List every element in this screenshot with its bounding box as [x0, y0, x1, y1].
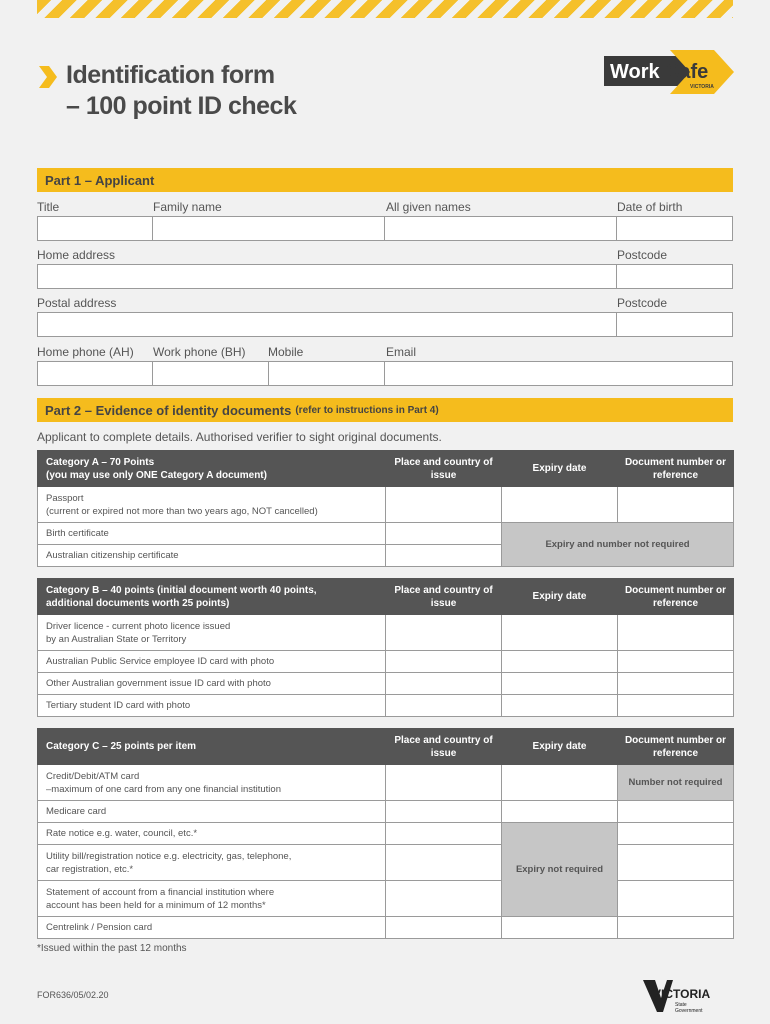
- col-expiry: Expiry date: [502, 579, 618, 615]
- expiry-number-not-required: Expiry and number not required: [502, 523, 734, 567]
- home-address-label: Home address: [37, 248, 116, 262]
- table-row: [38, 487, 734, 523]
- title-label: Title: [37, 200, 60, 214]
- email-field[interactable]: [384, 361, 733, 386]
- col-docnum: Document number or reference: [618, 579, 734, 615]
- place-cell[interactable]: [386, 765, 502, 801]
- expiry-cell[interactable]: [502, 801, 618, 823]
- doc-label: Utility bill/registration notice e.g. electricity, gas, telephone, car registration, etc.*: [38, 845, 386, 881]
- family-name-label: Family name: [153, 200, 222, 214]
- form-code: FOR636/05/02.20: [37, 990, 109, 1000]
- table-row: [38, 615, 734, 651]
- place-cell[interactable]: [386, 523, 502, 545]
- given-names-field[interactable]: [384, 216, 617, 241]
- table-row: [38, 765, 734, 801]
- home-postcode-field[interactable]: [616, 264, 733, 289]
- svg-text:Safe: Safe: [666, 61, 709, 83]
- postal-address-field[interactable]: [37, 312, 617, 337]
- postal-postcode-field[interactable]: [616, 312, 733, 337]
- postcode-label-1: Postcode: [617, 248, 668, 262]
- expiry-cell[interactable]: [502, 917, 618, 939]
- category-b-table: [37, 578, 734, 717]
- expiry-cell[interactable]: [502, 615, 618, 651]
- page-title: [66, 60, 296, 122]
- docnum-cell[interactable]: [618, 695, 734, 717]
- table-row: [38, 801, 734, 823]
- col-place: Place and country of issue: [386, 729, 502, 765]
- work-phone-label: Work phone (BH): [153, 345, 246, 359]
- col-expiry: Expiry date: [502, 451, 618, 487]
- title-line-1: Identification form: [66, 61, 275, 89]
- place-cell[interactable]: [386, 917, 502, 939]
- docnum-cell[interactable]: [618, 801, 734, 823]
- expiry-cell[interactable]: [502, 695, 618, 717]
- docnum-cell[interactable]: [618, 487, 734, 523]
- category-b-header: Category B – 40 points (initial document worth 40 points, additional documents worth 25 points): [38, 579, 386, 615]
- svg-text:Government: Government: [675, 1008, 703, 1014]
- doc-label: Passport (current or expired not more than two years ago, NOT cancelled): [38, 487, 386, 523]
- table-row: [38, 523, 734, 545]
- col-docnum: Document number or reference: [618, 451, 734, 487]
- place-cell[interactable]: [386, 545, 502, 567]
- place-cell[interactable]: [386, 615, 502, 651]
- doc-label: Centrelink / Pension card: [38, 917, 386, 939]
- doc-label: Tertiary student ID card with photo: [38, 695, 386, 717]
- docnum-cell[interactable]: [618, 651, 734, 673]
- place-cell[interactable]: [386, 845, 502, 881]
- postcode-label-2: Postcode: [617, 296, 668, 310]
- email-label: Email: [386, 345, 417, 359]
- doc-label: Other Australian government issue ID card with photo: [38, 673, 386, 695]
- family-name-field[interactable]: [152, 216, 385, 241]
- dob-label: Date of birth: [617, 200, 683, 214]
- category-c-table: [37, 728, 734, 939]
- place-cell[interactable]: [386, 881, 502, 917]
- place-cell[interactable]: [386, 801, 502, 823]
- victoria-government-logo: [643, 978, 723, 1014]
- part1-heading: Part 1 – Applicant: [37, 168, 733, 192]
- docnum-cell[interactable]: [618, 823, 734, 845]
- doc-label: Statement of account from a financial institution where account has been held for a minimum of 12 months*: [38, 881, 386, 917]
- part2-heading-note: (refer to instructions in Part 4): [295, 404, 439, 416]
- category-a-header: Category A – 70 Points (you may use only ONE Category A document): [38, 451, 386, 487]
- docnum-cell[interactable]: [618, 615, 734, 651]
- dob-field[interactable]: [616, 216, 733, 241]
- svg-text:VICTORIA: VICTORIA: [690, 84, 714, 90]
- col-expiry: Expiry date: [502, 729, 618, 765]
- doc-label: Australian citizenship certificate: [38, 545, 386, 567]
- table-row: [38, 695, 734, 717]
- title-field[interactable]: [37, 216, 153, 241]
- place-cell[interactable]: [386, 823, 502, 845]
- mobile-field[interactable]: [268, 361, 385, 386]
- table-row: [38, 673, 734, 695]
- col-place: Place and country of issue: [386, 579, 502, 615]
- docnum-cell[interactable]: [618, 845, 734, 881]
- given-names-label: All given names: [386, 200, 471, 214]
- table-row: [38, 917, 734, 939]
- postal-address-label: Postal address: [37, 296, 117, 310]
- place-cell[interactable]: [386, 487, 502, 523]
- expiry-cell[interactable]: [502, 765, 618, 801]
- place-cell[interactable]: [386, 695, 502, 717]
- table-row: [38, 651, 734, 673]
- doc-label: Birth certificate: [38, 523, 386, 545]
- svg-text:State: State: [675, 1002, 687, 1008]
- doc-label: Medicare card: [38, 801, 386, 823]
- work-phone-field[interactable]: [152, 361, 269, 386]
- expiry-cell[interactable]: [502, 651, 618, 673]
- title-line-2: – 100 point ID check: [66, 92, 297, 120]
- table-row: [38, 845, 734, 881]
- home-phone-field[interactable]: [37, 361, 153, 386]
- mobile-label: Mobile: [268, 345, 304, 359]
- top-stripe: [37, 0, 733, 18]
- footnote: *Issued within the past 12 months: [37, 943, 187, 954]
- part2-heading: Part 2 – Evidence of identity documents (refer to instructions in Part 4): [37, 398, 733, 422]
- col-docnum: Document number or reference: [618, 729, 734, 765]
- part2-instruction: Applicant to complete details. Authorised verifier to sight original documents.: [37, 430, 442, 444]
- doc-label: Credit/Debit/ATM card –maximum of one card from any one financial institution: [38, 765, 386, 801]
- docnum-cell[interactable]: [618, 881, 734, 917]
- place-cell[interactable]: [386, 651, 502, 673]
- category-c-header: Category C – 25 points per item: [38, 729, 386, 765]
- svg-text:Work: Work: [610, 61, 660, 83]
- worksafe-logo: [604, 50, 734, 94]
- number-not-required: Number not required: [618, 765, 734, 801]
- category-a-table: [37, 450, 734, 567]
- docnum-cell[interactable]: [618, 917, 734, 939]
- expiry-not-required: Expiry not required: [502, 823, 618, 917]
- home-phone-label: Home phone (AH): [37, 345, 134, 359]
- doc-label: Rate notice e.g. water, council, etc.*: [38, 823, 386, 845]
- expiry-cell[interactable]: [502, 487, 618, 523]
- place-cell[interactable]: [386, 673, 502, 695]
- doc-label: Australian Public Service employee ID card with photo: [38, 651, 386, 673]
- expiry-cell[interactable]: [502, 673, 618, 695]
- svg-text:VICTORIA: VICTORIA: [653, 987, 711, 1001]
- table-row: [38, 823, 734, 845]
- home-address-field[interactable]: [37, 264, 617, 289]
- docnum-cell[interactable]: [618, 673, 734, 695]
- chevron-right-icon: [37, 64, 59, 90]
- table-row: [38, 881, 734, 917]
- doc-label: Driver licence - current photo licence issued by an Australian State or Territory: [38, 615, 386, 651]
- col-place: Place and country of issue: [386, 451, 502, 487]
